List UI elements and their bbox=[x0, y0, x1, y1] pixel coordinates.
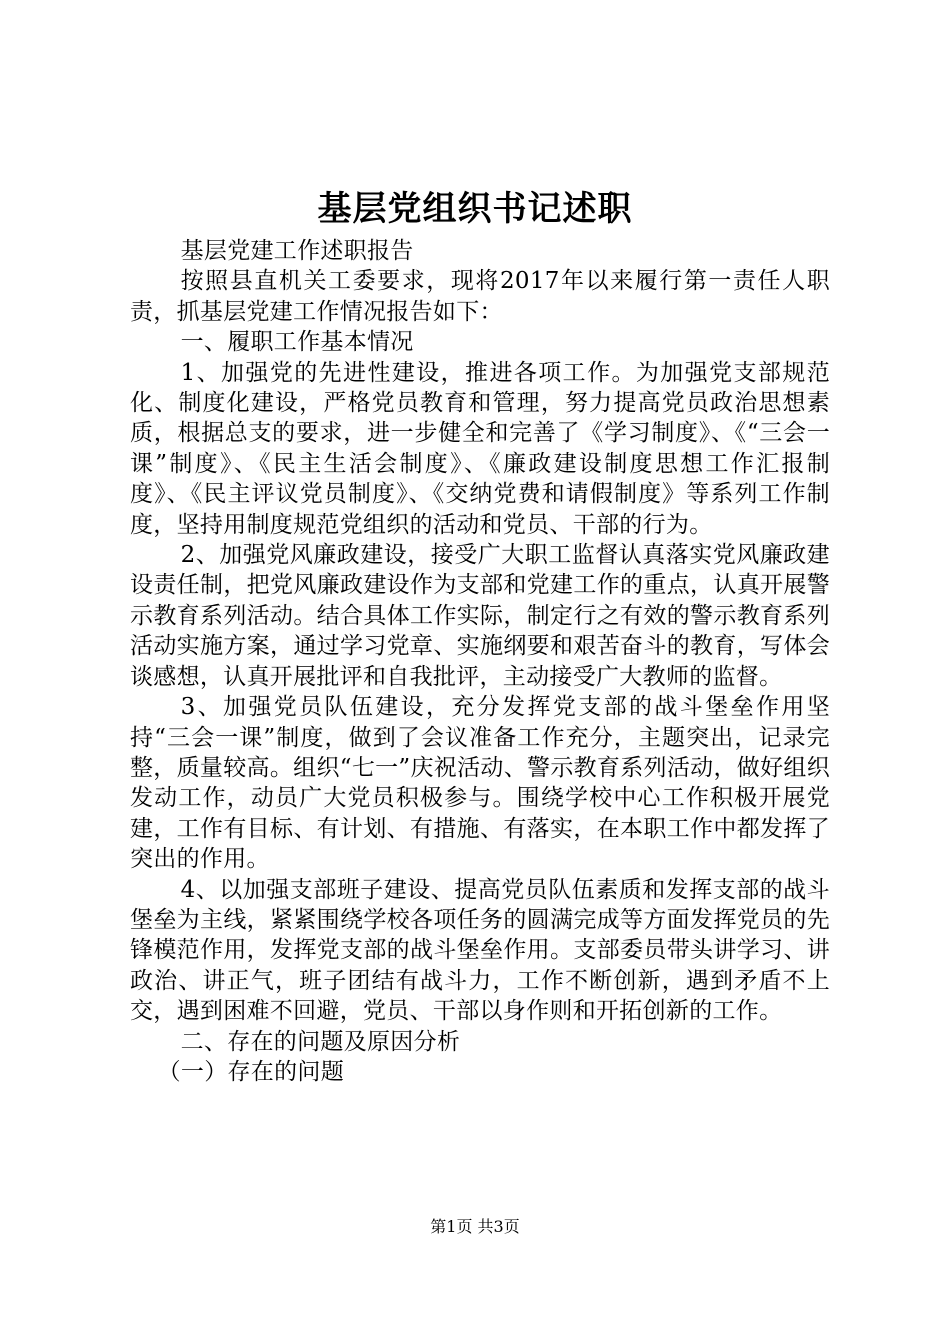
paragraph-item-4: 4、以加强支部班子建设、提高党员队伍素质和发挥支部的战斗堡垒为主线，紧紧围绕学校各项任务的圆满完成等方面发挥党员的先锋模范作用，发挥党支部的战斗堡垒作用。支部委员带头讲学习、讲政治、讲正气，班子团结有战斗力，工作不断创新，遇到矛盾不上交，遇到困难不回避，党员、干部以身作则和开拓创新的工作。 bbox=[130, 876, 830, 1025]
paragraph-report-heading: 基层党建工作述职报告 bbox=[180, 238, 414, 264]
page-number-footer: 第1页 共3页 bbox=[430, 1217, 520, 1236]
document-title: 基层党组织书记述职 bbox=[317, 189, 633, 229]
paragraph-intro: 按照县直机关工委要求，现将2017年以来履行第一责任人职责，抓基层党建工作情况报告如下： bbox=[130, 268, 830, 325]
paragraph-item-2: 2、加强党风廉政建设，接受广大职工监督认真落实党风廉政建设责任制，把党风廉政建设作为支部和党建工作的重点，认真开展警示教育系列活动。结合具体工作实际，制定行之有效的警示教育系列活动实施方案，通过学习党章、实施纲要和艰苦奋斗的教育，写体会谈感想，认真开展批评和自我批评，主动接受广大教师的监督。 bbox=[130, 542, 830, 690]
paragraph-item-1: 1、加强党的先进性建设，推进各项工作。为加强党支部规范化、制度化建设，严格党员教育和管理，努力提高党员政治思想素质，根据总支的要求，进一步健全和完善了《学习制度》、《“三会一课”制度》、《民主生活会制度》、《廉政建设制度思想工作汇报制度》、《民主评议党员制度》、《交纳党费和请假制度》等系列工作制度，坚持用制度规范党组织的活动和党员、干部的行为。 bbox=[130, 359, 830, 538]
document-body bbox=[130, 236, 830, 1087]
section-heading-1: 一、履职工作基本情况 bbox=[180, 329, 414, 356]
section-heading-2: 二、存在的问题及原因分析 bbox=[180, 1028, 461, 1055]
subsection-heading: （一）存在的问题 bbox=[157, 1058, 344, 1085]
paragraph-item-3: 3、加强党员队伍建设，充分发挥党支部的战斗堡垒作用坚持“三会一课”制度，做到了会议准备工作充分，主题突出，记录完整，质量较高。组织“七一”庆祝活动、警示教育系列活动，做好组织发动工作，动员广大党员积极参与。围绕学校中心工作积极开展党建，工作有目标、有计划、有措施、有落实，在本职工作中都发挥了突出的作用。 bbox=[130, 694, 830, 873]
